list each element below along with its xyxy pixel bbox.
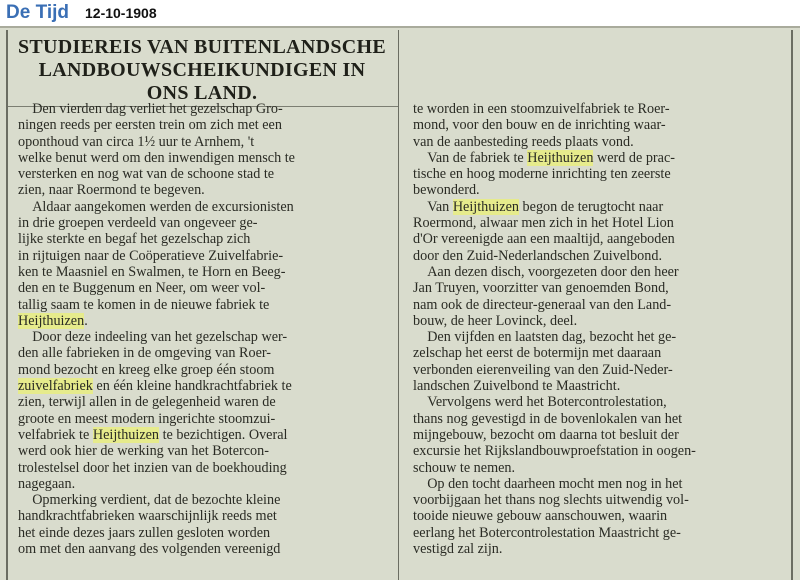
- paragraph: [18, 329, 390, 492]
- newspaper-name: De Tijd: [6, 2, 69, 23]
- publication-date: 12-10-1908: [85, 5, 157, 21]
- paragraph: [413, 101, 783, 150]
- text-line: Jan Truyen, voorzitter van genoemden Bond,: [413, 280, 669, 297]
- paragraph: [18, 101, 390, 199]
- text-line: Van Heijthuizen begon de terugtocht naar: [413, 198, 664, 215]
- paragraph: [413, 199, 783, 264]
- text-line: Door deze indeeling van het gezelschap wer-: [18, 329, 288, 346]
- text-line: nam ook de directeur-generaal van den Land-: [413, 296, 672, 313]
- text-line: Roermond, alwaar men zich in het Hotel Lion: [413, 215, 674, 232]
- text-line: tallig saam te komen in de nieuwe fabriek te: [18, 296, 270, 313]
- paragraph: [413, 476, 783, 557]
- search-highlight: Heijthuizen: [452, 198, 519, 215]
- text-line: tooide nieuwe gebouw aanschouwen, waarin: [413, 508, 668, 525]
- headline-line-3: ONS LAND.: [146, 82, 258, 104]
- text-line: trolestelsel door het inzien van de boekhouding: [18, 459, 287, 476]
- text-line: in rijtuigen naar de Coöperatieve Zuivelfabrie-: [18, 247, 284, 264]
- search-highlight: Heijthuizen: [18, 312, 85, 329]
- text-line: ningen reeds per eersten trein om zich met een: [18, 117, 282, 134]
- search-highlight: Heijthuizen: [92, 426, 160, 443]
- text-line: Op den tocht daarheen mocht men nog in het: [413, 475, 683, 492]
- text-line: mijngebouw, bezocht om daarna tot besluit der: [413, 426, 679, 443]
- text-line: zuivelfabriek en één kleine handkrachtfabriek te: [18, 378, 292, 395]
- text-line: zien, naar Roermond te begeven.: [18, 182, 205, 199]
- newspaper-clipping: [0, 26, 800, 580]
- text-line: excursie het Rijkslandbouwproefstation in oogen-: [413, 443, 696, 460]
- article-headline: [14, 36, 390, 105]
- text-line: te worden in een stoomzuivelfabriek te Roer-: [413, 101, 670, 117]
- text-line: thans nog gevestigd in de bovenlokalen van het: [413, 410, 683, 427]
- text-line: werd ook hier de werking van het Botercon-: [18, 443, 269, 460]
- text-line: verbonden eierenveiling van den Zuid-Neder-: [413, 361, 673, 378]
- article-column-right: [413, 101, 783, 557]
- text-line: van de aanbesteding reeds plaats vond.: [413, 133, 634, 150]
- text-line: Vervolgens werd het Botercontrolestation,: [413, 394, 667, 411]
- text-line: in drie groepen verdeeld van ongeveer ge-: [18, 215, 258, 232]
- text-line: oponthoud van circa 1½ uur te Arnhem, 't: [18, 133, 255, 150]
- text-line: tische en hoog moderne inrichting ten zeerste: [413, 166, 671, 183]
- text-line: d'Or vereenigde aan een maaltijd, aangeboden: [413, 231, 675, 248]
- text-line: Aldaar aangekomen werden de excursionisten: [18, 198, 294, 215]
- headline-line-2: LANDBOUWSCHEIKUNDIGEN IN: [38, 59, 366, 81]
- text-line: Aan dezen disch, voorgezeten door den heer: [413, 263, 679, 280]
- search-highlight: zuivelfabriek: [18, 378, 93, 395]
- text-line: zelschap het eerst de botermijn met daaraan: [413, 345, 662, 362]
- headline-line-1: STUDIEREIS VAN BUITENLANDSCHE: [17, 36, 387, 58]
- text-line: welke benut werd om den inwendigen mensch te: [18, 149, 295, 166]
- column-divider: [398, 30, 399, 580]
- text-line: Van de fabriek te Heijthuizen werd de prac-: [413, 149, 675, 166]
- text-line: ken te Maasniel en Swalmen, te Horn en Beeg-: [18, 263, 286, 280]
- text-line: den alle fabrieken in de omgeving van Roer-: [18, 345, 272, 362]
- paragraph: [18, 199, 390, 329]
- text-line: handkrachtfabrieken waarschijnlijk reeds met: [18, 508, 277, 525]
- text-line: eerlang het Botercontrolestation Maastricht ge-: [413, 524, 681, 541]
- paragraph: [413, 394, 783, 475]
- page-header: [0, 0, 800, 26]
- text-line: lijke sterkte en begaf het gezelschap zich: [18, 231, 251, 248]
- text-line: voorbijgaan het thans nog slechts uitwendig vol-: [413, 492, 689, 509]
- text-line: Heijthuizen.: [18, 312, 88, 329]
- article-column-left: [18, 101, 390, 557]
- text-line: bouw, de heer Lovinck, deel.: [413, 312, 578, 329]
- text-line: om met den aanvang des volgenden vereenigd: [18, 541, 281, 558]
- text-line: velfabriek te Heijthuizen te bezichtigen. Overal: [18, 426, 288, 443]
- text-line: versterken en nog wat van de schoone stad te: [18, 166, 275, 183]
- text-line: groote en meest modern ingerichte stoomzui-: [18, 410, 276, 427]
- right-border-rule: [791, 30, 793, 580]
- text-line: zien, terwijl allen in de gelegenheid waren de: [18, 394, 276, 411]
- text-line: landschen Zuivelbond te Maastricht.: [413, 378, 621, 395]
- text-line: vestigd zal zijn.: [413, 541, 503, 558]
- paragraph: [413, 264, 783, 329]
- text-line: bewonderd.: [413, 182, 480, 199]
- text-line: Opmerking verdient, dat de bezochte kleine: [18, 492, 281, 509]
- text-line: het einde dezes jaars zullen gesloten worden: [18, 524, 271, 541]
- text-line: den en te Buggenum en Neer, om weer vol-: [18, 280, 266, 297]
- paragraph: [413, 329, 783, 394]
- paragraph: [413, 150, 783, 199]
- left-border-rule: [6, 30, 8, 580]
- text-line: door den Zuid-Nederlandschen Zuivelbond.: [413, 247, 662, 264]
- text-line: mond bezocht en kreeg elke groep één stoom: [18, 361, 275, 378]
- text-line: mond, voor den bouw en de inrichting waar-: [413, 117, 666, 134]
- search-highlight: Heijthuizen: [527, 149, 594, 166]
- text-line: Den vijfden en laatsten dag, bezocht het ge-: [413, 329, 677, 346]
- text-line: nagegaan.: [18, 475, 76, 492]
- paragraph: [18, 492, 390, 557]
- text-line: Den vierden dag verliet het gezelschap Gro-: [18, 101, 283, 117]
- text-line: schouw te nemen.: [413, 459, 516, 476]
